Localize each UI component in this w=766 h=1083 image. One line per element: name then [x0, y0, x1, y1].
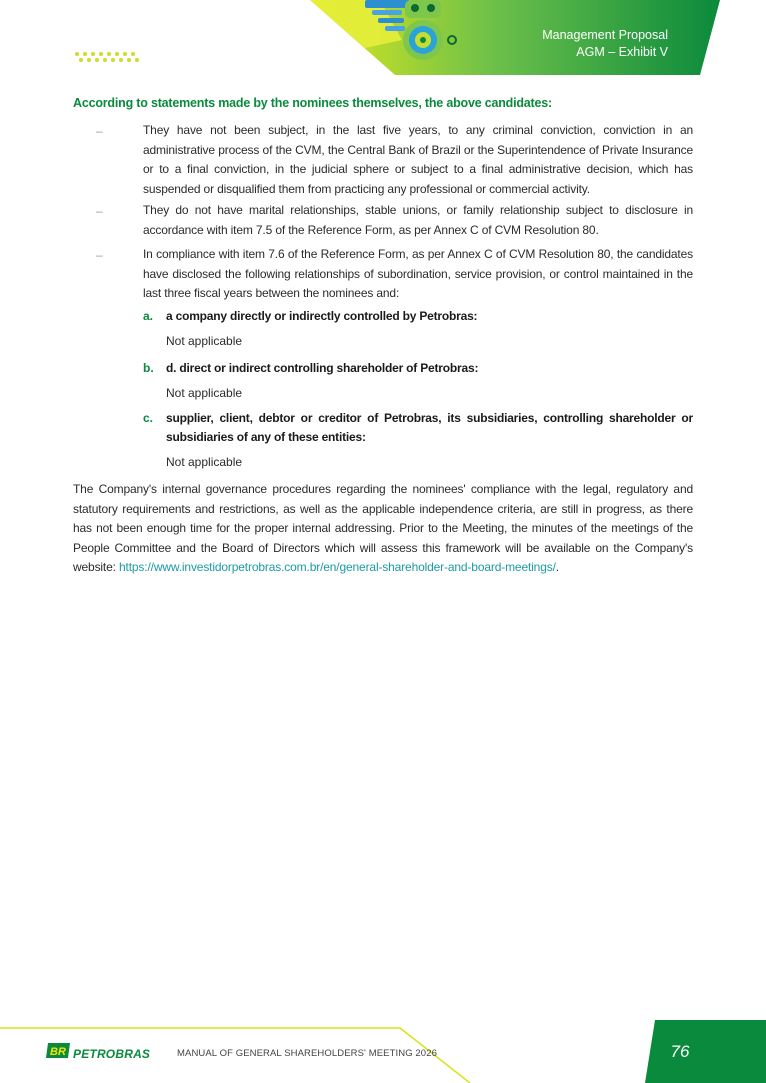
document-title: Management Proposal	[542, 28, 668, 42]
footer-manual-title: MANUAL OF GENERAL SHAREHOLDERS' MEETING 2026	[177, 1048, 437, 1059]
bullet-dash: –	[96, 124, 103, 138]
decorative-dots	[74, 50, 144, 64]
subitem-title: a company directly or indirectly controlled by Petrobras:	[166, 309, 478, 323]
paragraph-end: .	[555, 560, 559, 574]
petrobras-logo-mark	[46, 1043, 70, 1058]
investor-website-link[interactable]: https://www.investidorpetrobras.com.br/en/general-shareholder-and-board-meetings/	[119, 560, 556, 574]
document-subtitle: AGM – Exhibit V	[576, 45, 668, 59]
governance-text: The Company's internal governance procedures regarding the nominees' compliance with the legal, regulatory and statutory requirements and restrictions, as well as the applicable independence criteria, are still in progress, as there has not been enough time for the proper internal addressing. Prior to the Meeting, the minutes of the meetings of the People Committee and the Board of Directors which will assess this framework will be available on the Company's website:	[73, 482, 693, 574]
petrobras-wordmark: PETROBRAS	[73, 1047, 151, 1061]
subitem-letter: c.	[143, 411, 154, 425]
bullet-dash: –	[96, 248, 103, 262]
governance-paragraph	[73, 480, 693, 578]
subitem-value: Not applicable	[166, 386, 243, 400]
subitem-title: d. direct or indirect controlling shareholder of Petrobras:	[166, 361, 479, 375]
subitem-value: Not applicable	[166, 334, 243, 348]
bullet-dash: –	[96, 204, 103, 218]
bullet-item: In compliance with item 7.6 of the Reference Form, as per Annex C of CVM Resolution 80, the candidates have disclosed the following relationships of subordination, service provision, or control maintained in the last three fiscal years between the nominees and:	[143, 247, 693, 300]
bullet-item: They do not have marital relationships, stable unions, or family relationship subject to disclosure in accordance with item 7.5 of the Reference Form, as per Annex C of CVM Resolution 80.	[143, 203, 693, 237]
header-title	[542, 27, 668, 61]
bullet-item: They have not been subject, in the last five years, to any criminal conviction, conviction in an administrative process of the CVM, the Central Bank of Brazil or the Superintendence of Private Insurance or to a final conviction, in the judicial sphere or subject to a final administrative decision, which has suspended or disqualified them from practicing any professional or commercial activity.	[143, 123, 693, 196]
subitem-title: supplier, client, debtor or creditor of Petrobras, its subsidiaries, controlling shareholder or subsidiaries of any of these entities:	[166, 411, 693, 444]
subitem-letter: b.	[143, 361, 154, 375]
logo-mark-text: BR	[50, 1046, 66, 1058]
subitem-value: Not applicable	[166, 455, 243, 469]
subitem-letter: a.	[143, 309, 154, 323]
intro-heading: According to statements made by the nominees themselves, the above candidates:	[73, 96, 552, 110]
page-number: 76	[670, 1042, 690, 1061]
